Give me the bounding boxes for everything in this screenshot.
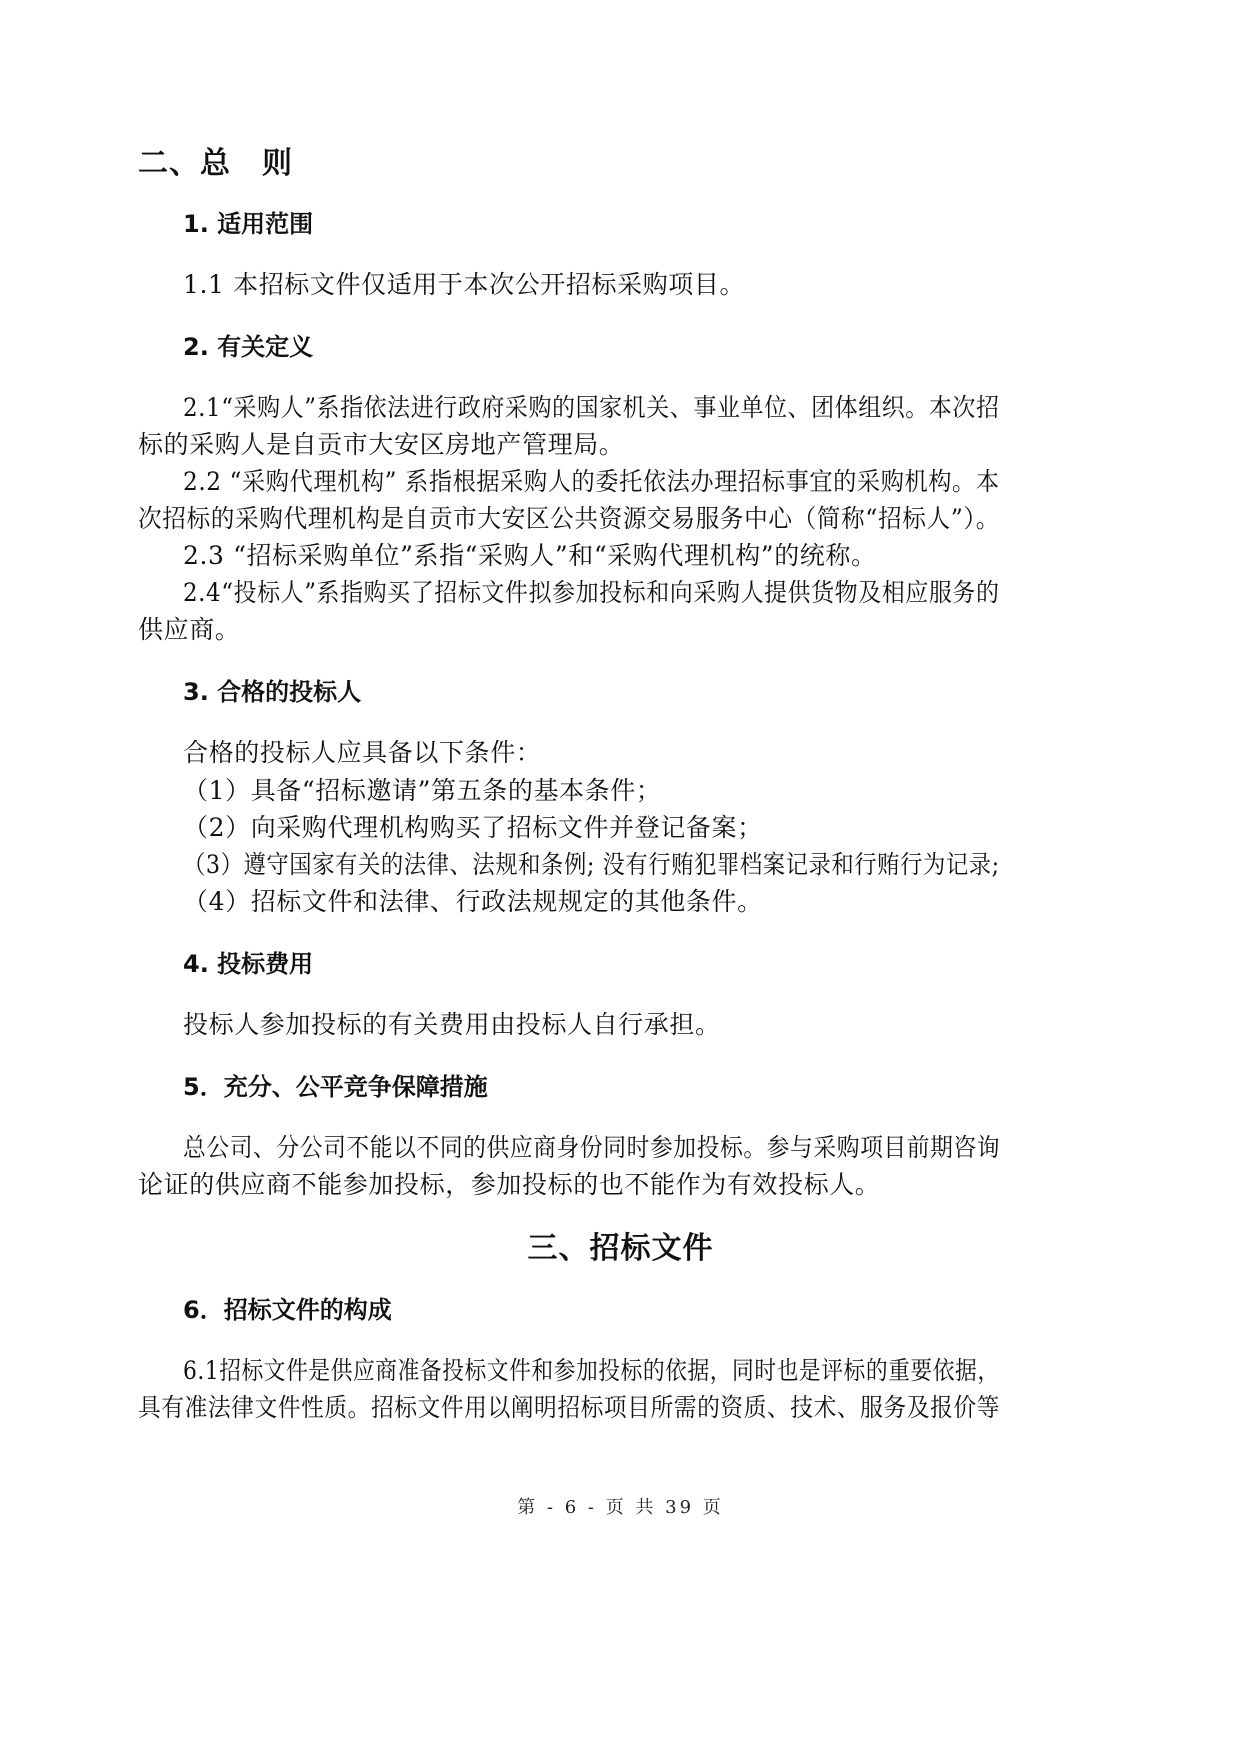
paragraph-2-4-line-2: 供应商。: [138, 615, 241, 644]
paragraph-6-1-line-1: 6.1招标文件是供应商准备投标文件和参加投标的依据，同时也是评标的重要依据，: [183, 1356, 1000, 1385]
condition-3: （3）遵守国家有关的法律、法规和条例; 没有行贿犯罪档案记录和行贿行为记录;: [183, 850, 1000, 879]
heading-4-bid-cost: 4. 投标费用: [183, 950, 314, 978]
paragraph-3-intro: 合格的投标人应具备以下条件：: [183, 738, 542, 767]
paragraph-1-1: 1.1 本招标文件仅适用于本次公开招标采购项目。: [183, 270, 746, 299]
heading-1-scope: 1. 适用范围: [183, 210, 314, 238]
heading-6-composition: 6．招标文件的构成: [183, 1296, 392, 1324]
paragraph-2-2-line-2: 次招标的采购代理机构是自贡市大安区公共资源交易服务中心（简称“招标人”）。: [138, 504, 1001, 533]
paragraph-4: 投标人参加投标的有关费用由投标人自行承担。: [183, 1010, 721, 1039]
heading-3-qualified-bidder: 3. 合格的投标人: [183, 678, 362, 706]
condition-1: （1）具备“招标邀请”第五条的基本条件；: [183, 776, 662, 805]
paragraph-2-1-line-2: 标的采购人是自贡市大安区房地产管理局。: [138, 430, 625, 459]
heading-5-fair-competition: 5．充分、公平竞争保障措施: [183, 1073, 488, 1101]
section-3-title: 三、招标文件: [527, 1231, 714, 1266]
paragraph-2-1-line-1: 2.1“采购人”系指依法进行政府采购的国家机关、事业单位、团体组织。本次招: [183, 393, 1000, 422]
paragraph-2-4-line-1: 2.4“投标人”系指购买了招标文件拟参加投标和向采购人提供货物及相应服务的: [183, 578, 1000, 607]
paragraph-2-3: 2.3 “招标采购单位”系指“采购人”和“采购代理机构”的统称。: [183, 541, 877, 570]
paragraph-5-line-2: 论证的供应商不能参加投标，参加投标的也不能作为有效投标人。: [138, 1170, 881, 1199]
condition-4: （4）招标文件和法律、行政法规规定的其他条件。: [183, 887, 763, 916]
heading-2-definitions: 2. 有关定义: [183, 333, 314, 361]
paragraph-2-2-line-1: 2.2 “采购代理机构” 系指根据采购人的委托依法办理招标事宜的采购机构。本: [183, 467, 1000, 496]
paragraph-6-1-line-2: 具有准法律文件性质。招标文件用以阐明招标项目所需的资质、技术、服务及报价等: [138, 1393, 1000, 1422]
section-2-title: 二、总 则: [138, 146, 293, 181]
paragraph-5-line-1: 总公司、分公司不能以不同的供应商身份同时参加投标。参与采购项目前期咨询: [183, 1133, 1001, 1162]
condition-2: （2）向采购代理机构购买了招标文件并登记备案；: [183, 813, 763, 842]
page-number-footer: 第 - 6 - 页 共 39 页: [517, 1497, 724, 1518]
